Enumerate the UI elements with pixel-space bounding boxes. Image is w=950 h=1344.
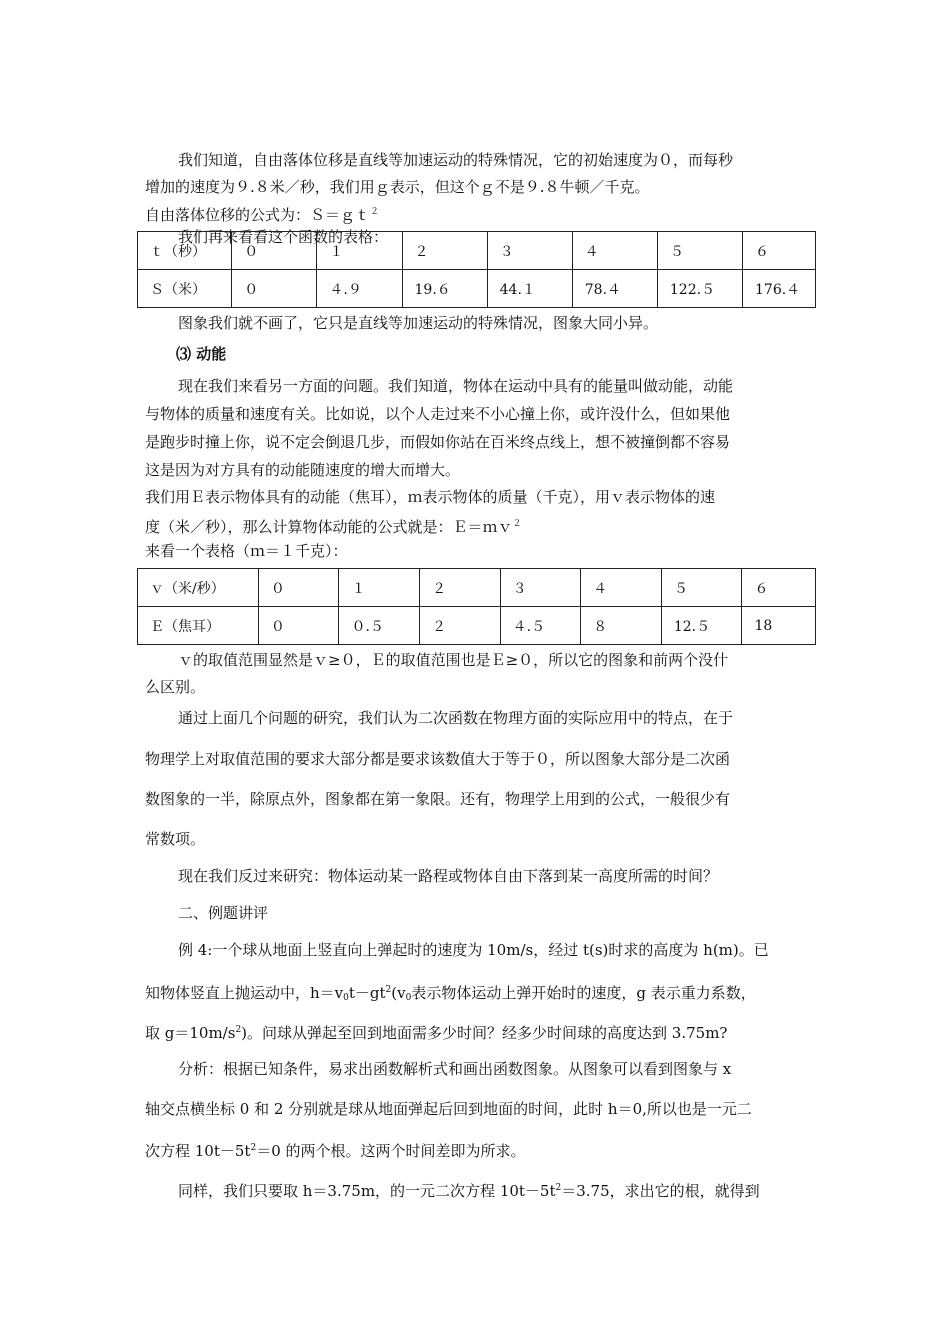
table-cell: 19.６ — [402, 270, 487, 308]
table-cell: ３ — [487, 232, 572, 270]
paragraph-line: 例 4:一个球从地面上竖直向上弹起时的速度为 10m/s，经过 t(s)时求的高度为 h(m)。已 — [178, 941, 769, 959]
text-run: 次方程 10t－5t — [145, 1142, 251, 1160]
paragraph-line: 么区别。 — [145, 678, 206, 696]
paragraph-line: ｖ的取值范围显然是ｖ≥０，Ｅ的取值范围也是Ｅ≥０，所以它的图象和前两个没什 — [178, 651, 729, 669]
table-cell: 78.４ — [572, 270, 657, 308]
table-cell: Ｅ（焦耳） — [138, 607, 259, 645]
table-cell: ２ — [420, 607, 501, 645]
table-cell: ０ — [232, 270, 317, 308]
text-run: t－gt — [348, 984, 386, 1002]
table-cell: ４ — [581, 569, 662, 607]
paragraph-line: 来看一个表格（ｍ＝１千克）： — [145, 542, 348, 560]
paragraph-line: 轴交点横坐标 0 和 2 分别就是球从地面弹起后回到地面的时间，此时 h＝0,所以也是一元二 — [145, 1100, 752, 1118]
table-cell: ４ — [572, 232, 657, 270]
text-run: 知物体竖直上抛运动中，h＝v — [145, 984, 344, 1002]
text-run: ＝3.75，求出它的根，就得到 — [561, 1182, 760, 1200]
table-cell: ４.９ — [317, 270, 402, 308]
formula-text: 度（米／秒），那么计算物体动能的公式就是：Ｅ＝ｍｖ — [145, 518, 513, 536]
table-cell: 176.４ — [743, 270, 816, 308]
paragraph-line — [178, 1178, 760, 1201]
section-heading: ⑶ 动能 — [176, 345, 227, 363]
table-row — [138, 607, 816, 645]
table-cell: ５ — [661, 569, 742, 607]
table-cell: 44.１ — [487, 270, 572, 308]
paragraph-line: 现在我们反过来研究：物体运动某一路程或物体自由下落到某一高度所需的时间？ — [178, 867, 719, 885]
table-cell: ０ — [258, 607, 339, 645]
table-row — [138, 569, 816, 607]
table-cell: ０ — [232, 232, 317, 270]
subscript: 0 — [405, 993, 412, 1003]
table-row — [138, 270, 816, 308]
paragraph-line: 物理学上对取值范围的要求大部分都是要求该数值大于等于０，所以图象大部分是二次函 — [145, 750, 731, 768]
paragraph-line: 通过上面几个问题的研究，我们认为二次函数在物理方面的实际应用中的特点，在于 — [178, 709, 734, 727]
text-run: )。问球从弹起至回到地面需多少时间？经多少时间球的高度达到 3.75m? — [241, 1024, 728, 1042]
table-cell: ０ — [258, 569, 339, 607]
formula-line — [145, 202, 379, 225]
superscript: 2 — [250, 1143, 257, 1153]
paragraph-line: 是跑步时撞上你，说不定会倒退几步，而假如你站在百米终点线上，想不被撞倒都不容易 — [145, 433, 731, 451]
table-cell: ６ — [743, 232, 816, 270]
paragraph-line — [145, 980, 756, 1008]
superscript: ２ — [512, 519, 522, 529]
formula-line — [145, 514, 522, 537]
table-cell: ２ — [420, 569, 501, 607]
table-cell: ６ — [742, 569, 816, 607]
text-run: 同样，我们只要取 h＝3.75m，的一元二次方程 10t－5t — [178, 1182, 556, 1200]
paragraph-line: 增加的速度为９.８米／秒，我们用ｇ表示，但这个ｇ不是９.８牛顿／千克。 — [145, 178, 650, 196]
text-run: 表示物体运动上弹开始时的速度，g 表示重力系数， — [411, 984, 756, 1002]
table-cell: 12.５ — [661, 607, 742, 645]
section-heading: 二、例题讲评 — [178, 904, 269, 922]
table-cell: Ｓ（米） — [138, 270, 232, 308]
table-cell: ２ — [402, 232, 487, 270]
paragraph-line: 与物体的质量和速度有关。比如说，以个人走过来不小心撞上你，或许没什么，但如果他 — [145, 405, 731, 423]
paragraph-line — [145, 1138, 526, 1161]
paragraph-line: 分析：根据已知条件，易求出函数解析式和画出函数图象。从图象可以看到图象与 x — [178, 1060, 732, 1078]
paragraph-line: 我们知道，自由落体位移是直线等加速运动的特殊情况，它的初始速度为０，而每秒 — [178, 151, 734, 169]
text-run: ＝0 的两个根。这两个时间差即为所求。 — [256, 1142, 526, 1160]
table-cell: 18 — [742, 607, 816, 645]
paragraph-line: 图象我们就不画了，它只是直线等加速运动的特殊情况，图象大同小异。 — [178, 314, 659, 332]
free-fall-table — [137, 231, 816, 308]
table-cell: 122.５ — [657, 270, 742, 308]
table-cell: ８ — [581, 607, 662, 645]
subscript: 0 — [343, 993, 349, 1003]
text-run: (v — [391, 984, 406, 1002]
formula-text: 自由落体位移的公式为：Ｓ＝ｇｔ — [145, 206, 371, 224]
table-row — [138, 232, 816, 270]
kinetic-energy-table — [137, 568, 816, 645]
table-cell: ３ — [500, 569, 581, 607]
table-cell: ５ — [657, 232, 742, 270]
superscript: 2 — [385, 985, 392, 995]
paragraph-line: 现在我们来看另一方面的问题。我们知道，物体在运动中具有的能量叫做动能，动能 — [178, 377, 734, 395]
text-run: 取 g＝10m/s — [145, 1024, 236, 1042]
table-cell: １ — [317, 232, 402, 270]
paragraph-line: 我们用Ｅ表示物体具有的动能（焦耳），ｍ表示物体的质量（千克），用ｖ表示物体的速 — [145, 488, 716, 506]
paragraph-line: 数图象的一半，除原点外，图象都在第一象限。还有，物理学上用到的公式，一般很少有 — [145, 790, 731, 808]
table-cell: １ — [339, 569, 420, 607]
superscript: 2 — [235, 1025, 242, 1035]
paragraph-line — [145, 1020, 727, 1043]
superscript: 2 — [555, 1183, 562, 1193]
table-cell: ｔ（秒） — [138, 232, 232, 270]
paragraph-line: 常数项。 — [145, 830, 206, 848]
table-cell: ４.５ — [500, 607, 581, 645]
paragraph-line: 这是因为对方具有的动能随速度的增大而增大。 — [145, 461, 461, 479]
paragraph-line: 我们再来看看这个函数的表格： — [178, 228, 389, 246]
table-cell: ｖ（米/秒） — [138, 569, 259, 607]
table-cell: ０.５ — [339, 607, 420, 645]
superscript: ２ — [370, 207, 380, 217]
